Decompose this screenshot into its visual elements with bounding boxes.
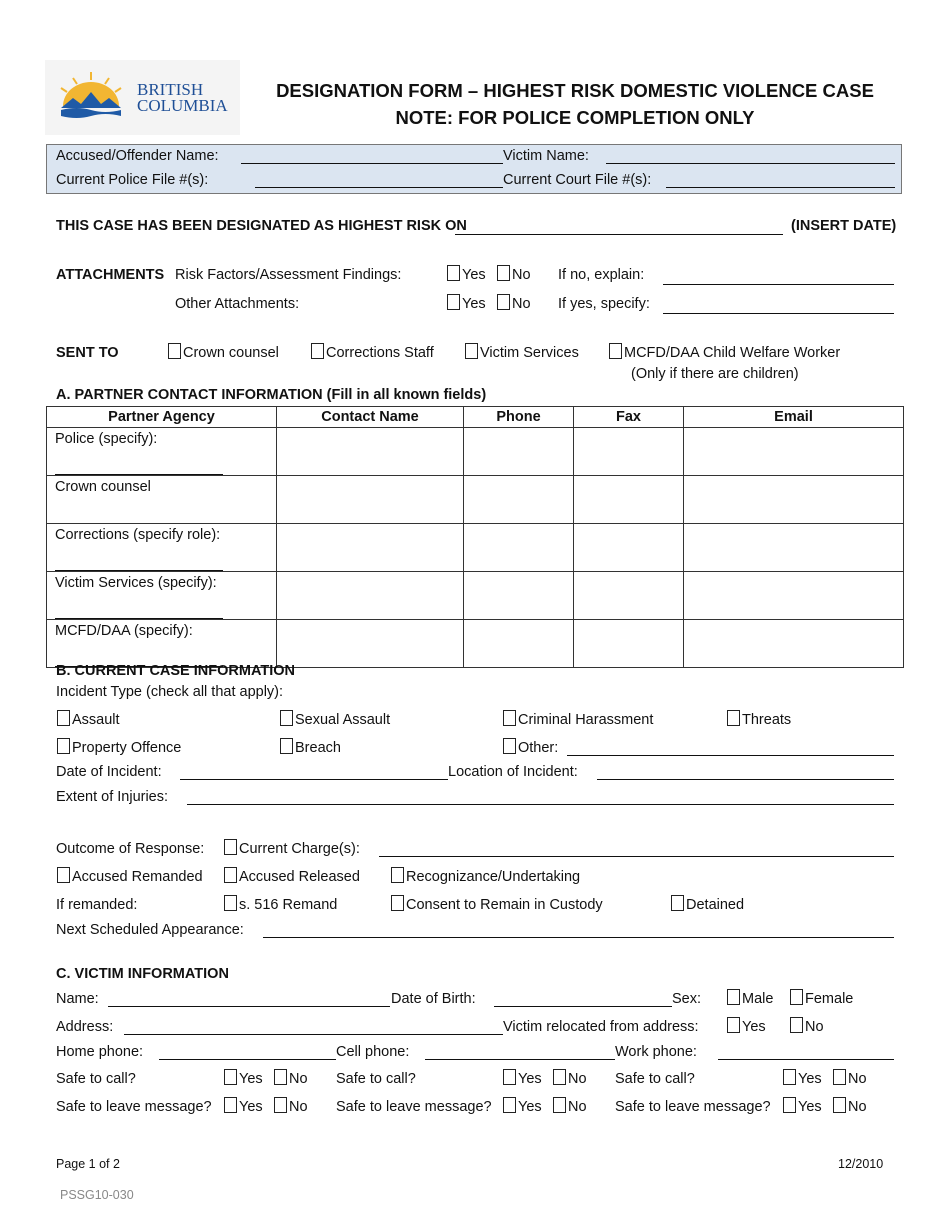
logo-text-columbia: COLUMBIA <box>137 96 228 115</box>
victim-name-label-c: Name: <box>56 991 99 1007</box>
detained-label: Detained <box>686 897 745 913</box>
home-phone-field[interactable] <box>159 1059 336 1060</box>
sent-to-corrections[interactable] <box>311 343 434 361</box>
if-remanded-label: If remanded: <box>56 897 138 913</box>
no-label: No <box>512 267 531 283</box>
phone-cell[interactable] <box>464 572 574 620</box>
female-option[interactable] <box>790 989 853 1007</box>
agency-cell[interactable] <box>47 572 277 620</box>
partner-contact-table <box>46 406 904 668</box>
s516-remand-option[interactable] <box>224 895 337 913</box>
safe-to-call-1-no[interactable] <box>274 1069 308 1087</box>
home-phone-label: Home phone: <box>56 1044 144 1060</box>
detained-option[interactable] <box>671 895 744 913</box>
corrections-staff-label: Corrections Staff <box>326 345 434 361</box>
risk-factors-label: Risk Factors/Assessment Findings: <box>175 267 402 283</box>
no-label: No <box>848 1099 867 1115</box>
extent-of-injuries-label: Extent of Injuries: <box>56 789 169 805</box>
contact-cell[interactable] <box>277 428 464 476</box>
phone-cell[interactable] <box>464 476 574 524</box>
checkbox-icon[interactable] <box>503 1069 516 1085</box>
no-label: No <box>568 1071 587 1087</box>
email-cell[interactable] <box>684 428 904 476</box>
col-email: Email <box>684 407 904 428</box>
table-row <box>47 476 904 524</box>
contact-cell[interactable] <box>277 572 464 620</box>
insert-date-label: (INSERT DATE) <box>791 218 897 234</box>
checkbox-icon[interactable] <box>280 710 293 726</box>
sent-to-mcfd[interactable] <box>609 343 840 361</box>
no-label: No <box>512 296 531 312</box>
agency-label: Victim Services (specify): <box>55 575 217 591</box>
form-title: DESIGNATION FORM – HIGHEST RISK DOMESTIC VIOLENCE CASE <box>276 80 874 101</box>
checkbox-icon[interactable] <box>497 294 510 310</box>
email-cell[interactable] <box>684 572 904 620</box>
section-c-title: C. VICTIM INFORMATION <box>56 966 229 982</box>
children-note: (Only if there are children) <box>631 366 799 382</box>
phone-cell[interactable] <box>464 524 574 572</box>
yes-label: Yes <box>239 1071 263 1087</box>
other-option[interactable] <box>503 738 558 756</box>
address-label: Address: <box>56 1019 114 1035</box>
phone-cell[interactable] <box>464 620 574 668</box>
risk-factors-yes[interactable] <box>447 265 486 283</box>
safe-to-leave-label-2: Safe to leave message? <box>336 1099 492 1115</box>
threats-label: Threats <box>742 712 792 728</box>
checkbox-icon[interactable] <box>727 1017 740 1033</box>
sexual-assault-option[interactable] <box>280 710 390 728</box>
work-phone-field[interactable] <box>718 1059 894 1060</box>
if-no-explain-label: If no, explain: <box>558 267 645 283</box>
checkbox-icon[interactable] <box>57 867 70 883</box>
criminal-harassment-option[interactable] <box>503 710 653 728</box>
court-file-label: Current Court File #(s): <box>503 172 652 188</box>
checkbox-icon[interactable] <box>447 294 460 310</box>
logo-text <box>137 82 228 114</box>
victim-name-label: Victim Name: <box>503 148 589 164</box>
incident-type-label: Incident Type (check all that apply): <box>56 684 284 700</box>
yes-label: Yes <box>798 1099 822 1115</box>
checkbox-icon[interactable] <box>503 1097 516 1113</box>
safe-to-leave-2-yes[interactable] <box>503 1097 542 1115</box>
checkbox-icon[interactable] <box>833 1097 846 1113</box>
checkbox-icon[interactable] <box>609 343 622 359</box>
safe-to-call-3-yes[interactable] <box>783 1069 822 1087</box>
fax-cell[interactable] <box>574 476 684 524</box>
safe-to-leave-3-no[interactable] <box>833 1097 867 1115</box>
mcfd-label: MCFD/DAA Child Welfare Worker <box>624 345 841 361</box>
other-attachments-yes[interactable] <box>447 294 486 312</box>
checkbox-icon[interactable] <box>671 895 684 911</box>
risk-factors-no[interactable] <box>497 265 531 283</box>
recognizance-label: Recognizance/Undertaking <box>406 869 581 885</box>
no-label: No <box>289 1099 308 1115</box>
other-field[interactable] <box>567 755 894 756</box>
yes-label: Yes <box>742 1019 766 1035</box>
safe-to-leave-label-1: Safe to leave message? <box>56 1099 212 1115</box>
safe-to-call-label-3: Safe to call? <box>615 1071 695 1087</box>
checkbox-icon[interactable] <box>57 710 70 726</box>
checkbox-icon[interactable] <box>168 343 181 359</box>
checkbox-icon[interactable] <box>391 867 404 883</box>
safe-to-leave-1-yes[interactable] <box>224 1097 263 1115</box>
checkbox-icon[interactable] <box>274 1069 287 1085</box>
page-number: Page 1 of 2 <box>56 1157 120 1171</box>
date-of-incident-label: Date of Incident: <box>56 764 162 780</box>
bc-logo <box>45 60 240 135</box>
checkbox-icon[interactable] <box>727 989 740 1005</box>
recognizance-option[interactable] <box>391 867 580 885</box>
form-code: PSSG10-030 <box>60 1188 134 1202</box>
consent-label: Consent to Remain in Custody <box>406 897 603 913</box>
other-attachments-no[interactable] <box>497 294 531 312</box>
location-of-incident-label: Location of Incident: <box>448 764 578 780</box>
yes-label: Yes <box>462 267 486 283</box>
attachments-label: ATTACHMENTS <box>56 267 165 283</box>
female-label: Female <box>805 991 854 1007</box>
col-contact-name: Contact Name <box>277 407 464 428</box>
safe-to-leave-label-3: Safe to leave message? <box>615 1099 771 1115</box>
checkbox-icon[interactable] <box>311 343 324 359</box>
yes-label: Yes <box>798 1071 822 1087</box>
male-option[interactable] <box>727 989 773 1007</box>
assault-option[interactable] <box>57 710 120 728</box>
accused-remanded-label: Accused Remanded <box>72 869 203 885</box>
current-charges-option[interactable] <box>224 839 360 857</box>
checkbox-icon[interactable] <box>224 867 237 883</box>
checkbox-icon[interactable] <box>224 1069 237 1085</box>
current-charges-label: Current Charge(s): <box>239 841 360 857</box>
contact-cell[interactable] <box>277 524 464 572</box>
breach-option[interactable] <box>280 738 341 756</box>
designation-date-field[interactable] <box>455 234 783 235</box>
extent-of-injuries-field[interactable] <box>187 804 894 805</box>
table-row <box>47 572 904 620</box>
yes-label: Yes <box>518 1099 542 1115</box>
checkbox-icon[interactable] <box>503 738 516 754</box>
checkbox-icon[interactable] <box>224 839 237 855</box>
relocated-label: Victim relocated from address: <box>503 1019 699 1035</box>
col-partner-agency: Partner Agency <box>47 407 277 428</box>
sent-to-crown[interactable] <box>168 343 279 361</box>
agency-cell[interactable] <box>47 620 277 668</box>
col-fax: Fax <box>574 407 684 428</box>
email-cell[interactable] <box>684 620 904 668</box>
section-b-title: B. CURRENT CASE INFORMATION <box>56 663 295 679</box>
checkbox-icon[interactable] <box>783 1097 796 1113</box>
table-header-row <box>47 407 904 428</box>
if-yes-specify-field[interactable] <box>663 313 894 314</box>
form-date: 12/2010 <box>838 1157 884 1171</box>
agency-cell[interactable] <box>47 428 277 476</box>
dob-label: Date of Birth: <box>391 991 476 1007</box>
table-row <box>47 524 904 572</box>
table-row <box>47 620 904 668</box>
property-offence-option[interactable] <box>57 738 181 756</box>
address-field[interactable] <box>124 1034 503 1035</box>
designation-text: THIS CASE HAS BEEN DESIGNATED AS HIGHEST RISK ON <box>56 218 467 234</box>
checkbox-icon[interactable] <box>783 1069 796 1085</box>
email-cell[interactable] <box>684 524 904 572</box>
agency-cell[interactable] <box>47 476 277 524</box>
safe-to-call-label-2: Safe to call? <box>336 1071 416 1087</box>
safe-to-call-3-no[interactable] <box>833 1069 867 1087</box>
safe-to-leave-3-yes[interactable] <box>783 1097 822 1115</box>
safe-to-call-2-yes[interactable] <box>503 1069 542 1087</box>
no-label: No <box>805 1019 824 1035</box>
criminal-harassment-label: Criminal Harassment <box>518 712 654 728</box>
checkbox-icon[interactable] <box>503 710 516 726</box>
threats-option[interactable] <box>727 710 791 728</box>
no-label: No <box>289 1071 308 1087</box>
location-of-incident-field[interactable] <box>597 779 894 780</box>
checkbox-icon[interactable] <box>280 738 293 754</box>
checkbox-icon[interactable] <box>224 895 237 911</box>
contact-cell[interactable] <box>277 476 464 524</box>
next-appearance-label: Next Scheduled Appearance: <box>56 922 244 938</box>
safe-to-leave-2-no[interactable] <box>553 1097 587 1115</box>
date-of-incident-field[interactable] <box>180 779 448 780</box>
yes-label: Yes <box>462 296 486 312</box>
fax-cell[interactable] <box>574 620 684 668</box>
checkbox-icon[interactable] <box>553 1097 566 1113</box>
checkbox-icon[interactable] <box>274 1097 287 1113</box>
assault-label: Assault <box>72 712 120 728</box>
sent-to-label: SENT TO <box>56 345 119 361</box>
male-label: Male <box>742 991 774 1007</box>
yes-label: Yes <box>518 1071 542 1087</box>
accused-released-label: Accused Released <box>239 869 360 885</box>
col-phone: Phone <box>464 407 574 428</box>
email-cell[interactable] <box>684 476 904 524</box>
consent-option[interactable] <box>391 895 603 913</box>
if-yes-specify-label: If yes, specify: <box>558 296 650 312</box>
agency-label: Crown counsel <box>55 479 151 495</box>
fax-cell[interactable] <box>574 524 684 572</box>
checkbox-icon[interactable] <box>497 265 510 281</box>
yes-label: Yes <box>239 1099 263 1115</box>
safe-to-call-1-yes[interactable] <box>224 1069 263 1087</box>
relocated-yes[interactable] <box>727 1017 766 1035</box>
safe-to-call-2-no[interactable] <box>553 1069 587 1087</box>
police-file-label: Current Police File #(s): <box>56 172 209 188</box>
next-appearance-field[interactable] <box>263 937 894 938</box>
checkbox-icon[interactable] <box>833 1069 846 1085</box>
if-no-explain-field[interactable] <box>663 284 894 285</box>
cell-phone-label: Cell phone: <box>336 1044 410 1060</box>
accused-name-field[interactable] <box>241 163 503 164</box>
checkbox-icon[interactable] <box>57 738 70 754</box>
sex-label: Sex: <box>672 991 702 1007</box>
checkbox-icon[interactable] <box>447 265 460 281</box>
cell-phone-field[interactable] <box>425 1059 615 1060</box>
accused-name-label: Accused/Offender Name: <box>56 148 219 164</box>
s516-remand-label: s. 516 Remand <box>239 897 338 913</box>
checkbox-icon[interactable] <box>727 710 740 726</box>
contact-cell[interactable] <box>277 620 464 668</box>
safe-to-call-label-1: Safe to call? <box>56 1071 136 1087</box>
checkbox-icon[interactable] <box>391 895 404 911</box>
work-phone-label: Work phone: <box>615 1044 697 1060</box>
sent-to-victim-services[interactable] <box>465 343 579 361</box>
agency-label: Police (specify): <box>55 431 158 447</box>
checkbox-icon[interactable] <box>224 1097 237 1113</box>
agency-cell[interactable] <box>47 524 277 572</box>
victim-name-field[interactable] <box>606 163 895 164</box>
logo-text-british: BRITISH <box>137 80 204 99</box>
dob-field[interactable] <box>494 1006 672 1007</box>
section-a-title: A. PARTNER CONTACT INFORMATION (Fill in all known fields) <box>56 387 487 403</box>
table-row <box>47 428 904 476</box>
victim-services-label: Victim Services <box>480 345 579 361</box>
other-label: Other: <box>518 740 559 756</box>
checkbox-icon[interactable] <box>465 343 478 359</box>
fax-cell[interactable] <box>574 428 684 476</box>
police-file-field[interactable] <box>255 187 503 188</box>
breach-label: Breach <box>295 740 341 756</box>
accused-remanded-option[interactable] <box>57 867 203 885</box>
no-label: No <box>848 1071 867 1087</box>
safe-to-leave-1-no[interactable] <box>274 1097 308 1115</box>
agency-label: Corrections (specify role): <box>55 527 221 543</box>
no-label: No <box>568 1099 587 1115</box>
checkbox-icon[interactable] <box>790 989 803 1005</box>
form-subtitle: NOTE: FOR POLICE COMPLETION ONLY <box>395 107 755 128</box>
agency-label: MCFD/DAA (specify): <box>55 623 193 639</box>
victim-name-field-c[interactable] <box>108 1006 390 1007</box>
crown-counsel-label: Crown counsel <box>183 345 279 361</box>
court-file-field[interactable] <box>666 187 895 188</box>
fax-cell[interactable] <box>574 572 684 620</box>
outcome-of-response-label: Outcome of Response: <box>56 841 205 857</box>
property-offence-label: Property Offence <box>72 740 182 756</box>
phone-cell[interactable] <box>464 428 574 476</box>
relocated-no[interactable] <box>790 1017 824 1035</box>
sexual-assault-label: Sexual Assault <box>295 712 391 728</box>
checkbox-icon[interactable] <box>553 1069 566 1085</box>
checkbox-icon[interactable] <box>790 1017 803 1033</box>
other-attachments-label: Other Attachments: <box>175 296 300 312</box>
current-charges-field[interactable] <box>379 856 894 857</box>
accused-released-option[interactable] <box>224 867 360 885</box>
